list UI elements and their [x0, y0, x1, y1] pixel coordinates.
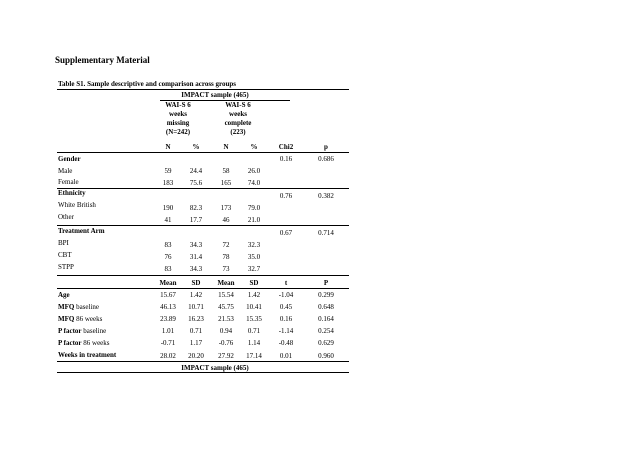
cell-n2: 78: [222, 253, 230, 261]
cell-sd2: 10.41: [246, 303, 262, 311]
cell-p: 0.254: [318, 327, 334, 335]
cell-n2: 173: [220, 204, 232, 212]
cell-p2: 32.7: [247, 265, 261, 273]
page-heading: Supplementary Material: [55, 55, 150, 65]
header-pct-1: %: [192, 143, 200, 151]
cell-t: 0.16: [279, 315, 293, 323]
cell-sd2: 1.42: [247, 291, 261, 299]
row-label: P factor baseline: [58, 327, 107, 335]
table-caption: Table S1. Sample descriptive and comparison across groups: [58, 80, 237, 88]
cell-p1: 24.4: [189, 167, 203, 175]
header-t: t: [284, 279, 288, 287]
cell-p1: 34.3: [189, 241, 203, 249]
section-rule: [57, 275, 349, 276]
cell-mean2: 27.92: [218, 352, 234, 360]
row-label: Weeks in treatment: [58, 351, 117, 359]
cell-mean1: 23.89: [160, 315, 176, 323]
table-bottom-rule: [57, 372, 349, 373]
cell-t: -0.48: [278, 339, 294, 347]
cell-mean2: 45.75: [218, 303, 234, 311]
header-p-cont: P: [323, 279, 329, 287]
chi2-gender: 0.16: [279, 155, 293, 163]
cell-n1: 59: [164, 167, 172, 175]
row-label: Age: [58, 291, 70, 299]
cell-p2: 74.0: [247, 179, 261, 187]
cell-sd2: 15.35: [246, 315, 262, 323]
cell-sd2: 17.14: [246, 352, 262, 360]
header-mean-2: Mean: [217, 279, 235, 287]
header-n-2: N: [223, 143, 229, 151]
cell-n2: 46: [222, 216, 230, 224]
cell-t: 0.45: [279, 303, 293, 311]
cell-t: -1.04: [278, 291, 294, 299]
cell-p: 0.960: [318, 352, 334, 360]
cell-p2: 21.0: [247, 216, 261, 224]
row-label: CBT: [58, 251, 72, 259]
cell-mean2: 21.53: [218, 315, 234, 323]
row-label: Other: [58, 213, 74, 221]
cell-mean1: 28.02: [160, 352, 176, 360]
cell-mean2: 15.54: [218, 291, 234, 299]
cell-mean2: 0.94: [219, 327, 233, 335]
cell-mean2: -0.76: [218, 339, 234, 347]
cell-p2: 79.0: [247, 204, 261, 212]
cell-n1: 83: [164, 241, 172, 249]
cell-n1: 41: [164, 216, 172, 224]
cell-n2: 72: [222, 241, 230, 249]
row-label: MFQ baseline: [58, 303, 100, 311]
section-rule: [57, 225, 349, 226]
cell-sd2: 1.14: [247, 339, 261, 347]
header-p: p: [324, 143, 328, 151]
cell-p: 0.648: [318, 303, 334, 311]
cell-sd1: 16.23: [188, 315, 204, 323]
header-mean-1: Mean: [159, 279, 177, 287]
cell-p1: 34.3: [189, 265, 203, 273]
cell-n1: 76: [164, 253, 172, 261]
group-header: IMPACT sample (465): [181, 91, 249, 99]
col-header-missing: WAI-S 6 weeks missing (N=242): [165, 101, 191, 136]
section-rule: [57, 361, 349, 362]
header-pct-2: %: [250, 143, 258, 151]
cell-sd1: 10.71: [188, 303, 204, 311]
row-label: White British: [58, 201, 96, 209]
table-top-rule: [57, 89, 349, 90]
header-rule: [57, 152, 349, 153]
cell-t: 0.01: [279, 352, 293, 360]
row-label: MFQ 86 weeks: [58, 315, 103, 323]
cell-mean1: -0.71: [160, 339, 176, 347]
header-sd-1: SD: [191, 279, 201, 287]
cell-mean1: 46.13: [160, 303, 176, 311]
cell-p2: 35.0: [247, 253, 261, 261]
cell-n2: 73: [222, 265, 230, 273]
chi2-treatment-arm: 0.67: [279, 229, 293, 237]
cell-p2: 32.3: [247, 241, 261, 249]
cell-sd1: 1.42: [189, 291, 203, 299]
col-header-complete: WAI-S 6 weeks complete (223): [224, 101, 252, 136]
cell-sd1: 1.17: [189, 339, 203, 347]
section-rule: [57, 188, 349, 189]
header-rule: [57, 288, 349, 289]
header-n-1: N: [165, 143, 171, 151]
cell-p2: 26.0: [247, 167, 261, 175]
section-title-gender: Gender: [58, 155, 81, 163]
cell-p: 0.299: [318, 291, 334, 299]
cell-sd2: 0.71: [247, 327, 261, 335]
cell-p1: 75.6: [189, 179, 203, 187]
cell-n2: 165: [220, 179, 232, 187]
cell-p1: 31.4: [189, 253, 203, 261]
cell-sd1: 20.20: [188, 352, 204, 360]
cell-n1: 190: [162, 204, 174, 212]
row-label: P factor 86 weeks: [58, 339, 110, 347]
cell-t: -1.14: [278, 327, 294, 335]
p-treatment-arm: 0.714: [318, 229, 334, 237]
row-label: BPI: [58, 239, 69, 247]
cell-n1: 183: [162, 179, 174, 187]
section-title-treatment-arm: Treatment Arm: [58, 227, 105, 235]
section-title-ethnicity: Ethnicity: [58, 189, 86, 197]
row-label: Male: [58, 167, 73, 175]
cell-n2: 58: [222, 167, 230, 175]
cell-sd1: 0.71: [189, 327, 203, 335]
row-label: Female: [58, 178, 79, 186]
p-ethnicity: 0.382: [318, 192, 334, 200]
header-sd-2: SD: [249, 279, 259, 287]
chi2-ethnicity: 0.76: [279, 192, 293, 200]
cell-mean1: 1.01: [161, 327, 175, 335]
cell-p1: 17.7: [189, 216, 203, 224]
cell-p1: 82.3: [189, 204, 203, 212]
cell-p: 0.164: [318, 315, 334, 323]
cell-n1: 83: [164, 265, 172, 273]
cell-p: 0.629: [318, 339, 334, 347]
header-chi2: Chi2: [278, 143, 294, 151]
p-gender: 0.686: [318, 155, 334, 163]
footer-label: IMPACT sample (465): [181, 364, 249, 372]
row-label: STPP: [58, 263, 74, 271]
cell-mean1: 15.67: [160, 291, 176, 299]
